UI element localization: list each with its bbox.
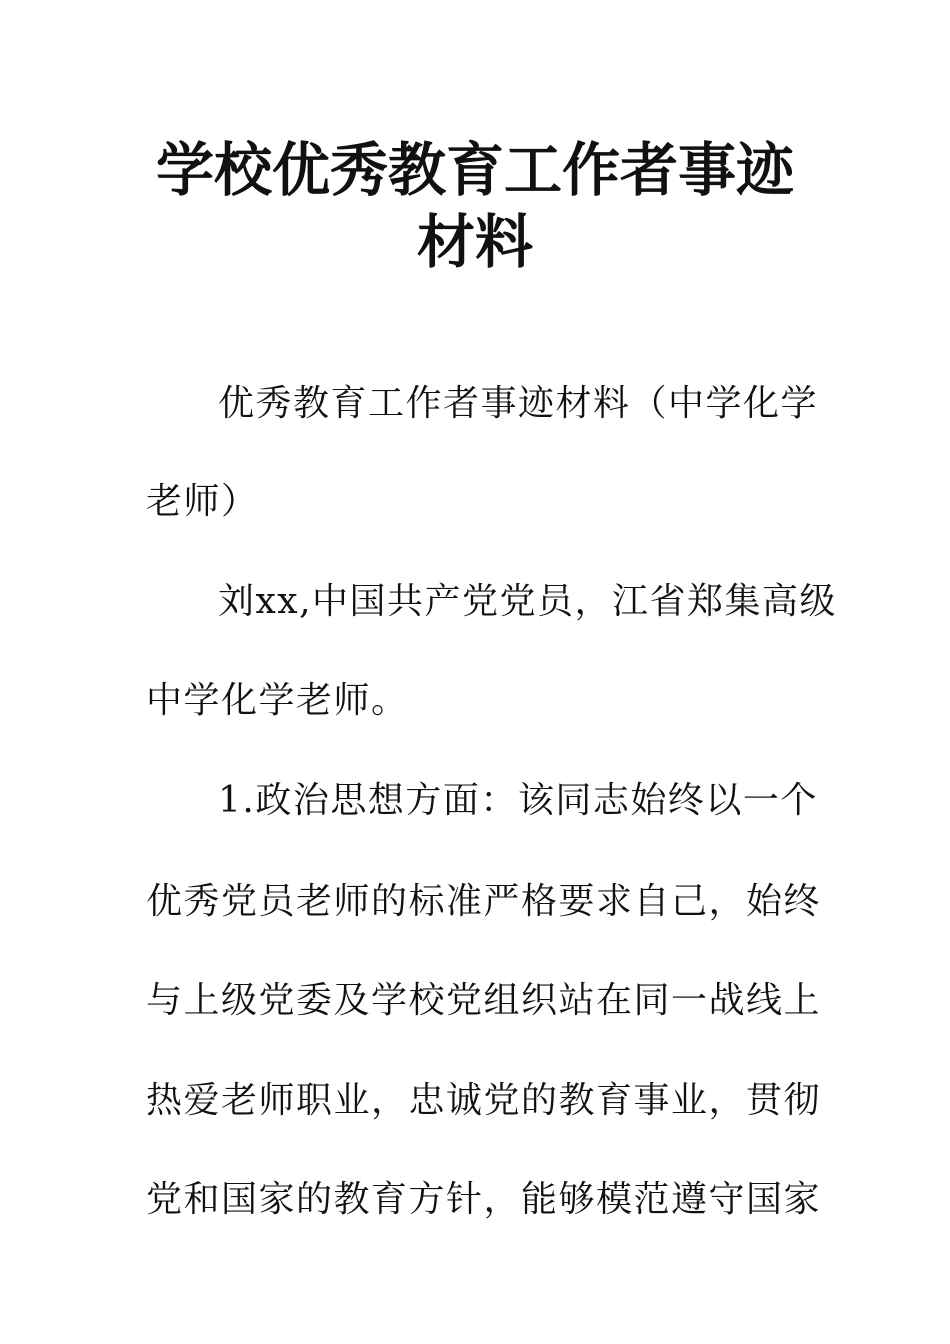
paragraph-line: 刘xx,中国共产党党员，江省郑集高级 xyxy=(218,581,838,622)
paragraph-line: 优秀教育工作者事迹材料（中学化学 xyxy=(218,383,819,424)
paragraph-line: 热爱老师职业，忠诚党的教育事业，贯彻 xyxy=(146,1080,822,1121)
paragraph-line: 党和国家的教育方针，能够模范遵守国家 xyxy=(146,1179,822,1220)
document-title-line-2: 材料 xyxy=(416,208,533,276)
paragraph-line: 老师） xyxy=(146,481,259,522)
paragraph-line: 中学化学老师。 xyxy=(146,680,409,721)
paragraph-line: 1.政治思想方面：该同志始终以一个 xyxy=(218,780,818,821)
paragraph-line: 与上级党委及学校党组织站在同一战线上 xyxy=(146,980,822,1021)
paragraph-line: 优秀党员老师的标准严格要求自己，始终 xyxy=(146,881,822,922)
document-title-line-1: 学校优秀教育工作者事迹 xyxy=(155,136,794,204)
